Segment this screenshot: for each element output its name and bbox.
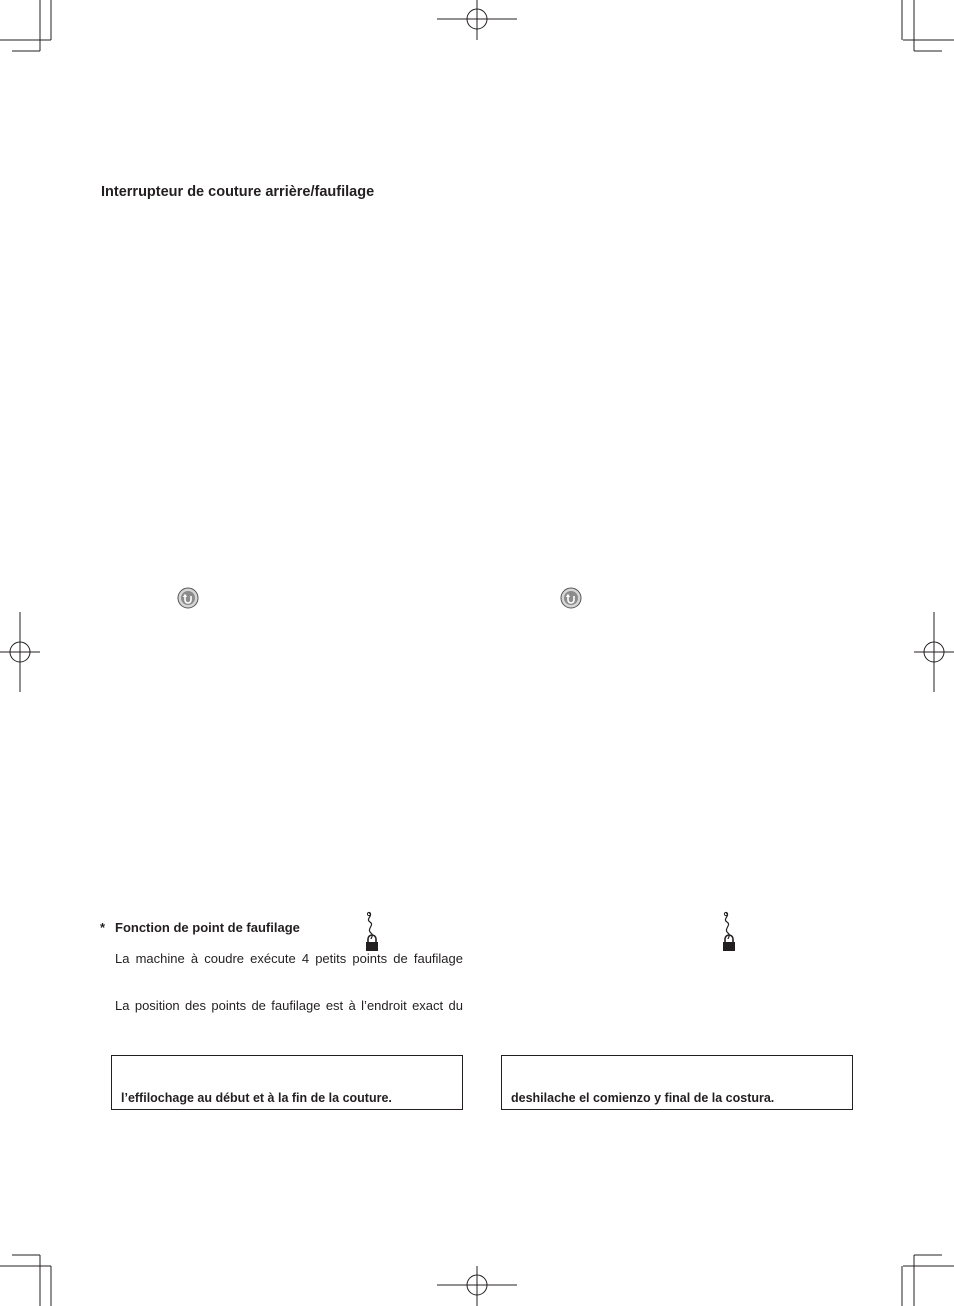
french-note-text: l’effilochage au début et à la fin de la couture. <box>121 1091 392 1105</box>
lock-stitch-paragraph-1: La machine à coudre exécute 4 petits points de faufilage <box>115 951 463 966</box>
lock-stitch-icon <box>720 911 738 951</box>
section-heading: Interrupteur de couture arrière/faufilage <box>101 184 375 200</box>
spanish-note-box <box>501 1055 853 1110</box>
lock-stitch-icon <box>363 911 381 951</box>
french-note-box <box>111 1055 463 1110</box>
reverse-stitch-icon <box>560 587 582 609</box>
spanish-note-text: deshilache el comienzo y final de la costura. <box>511 1091 775 1105</box>
reverse-stitch-icon <box>177 587 199 609</box>
lock-stitch-paragraph-2: La position des points de faufilage est à l’endroit exact du <box>115 998 463 1013</box>
bullet-star: * <box>100 920 106 935</box>
lock-stitch-subheading: Fonction de point de faufilage <box>115 920 300 935</box>
